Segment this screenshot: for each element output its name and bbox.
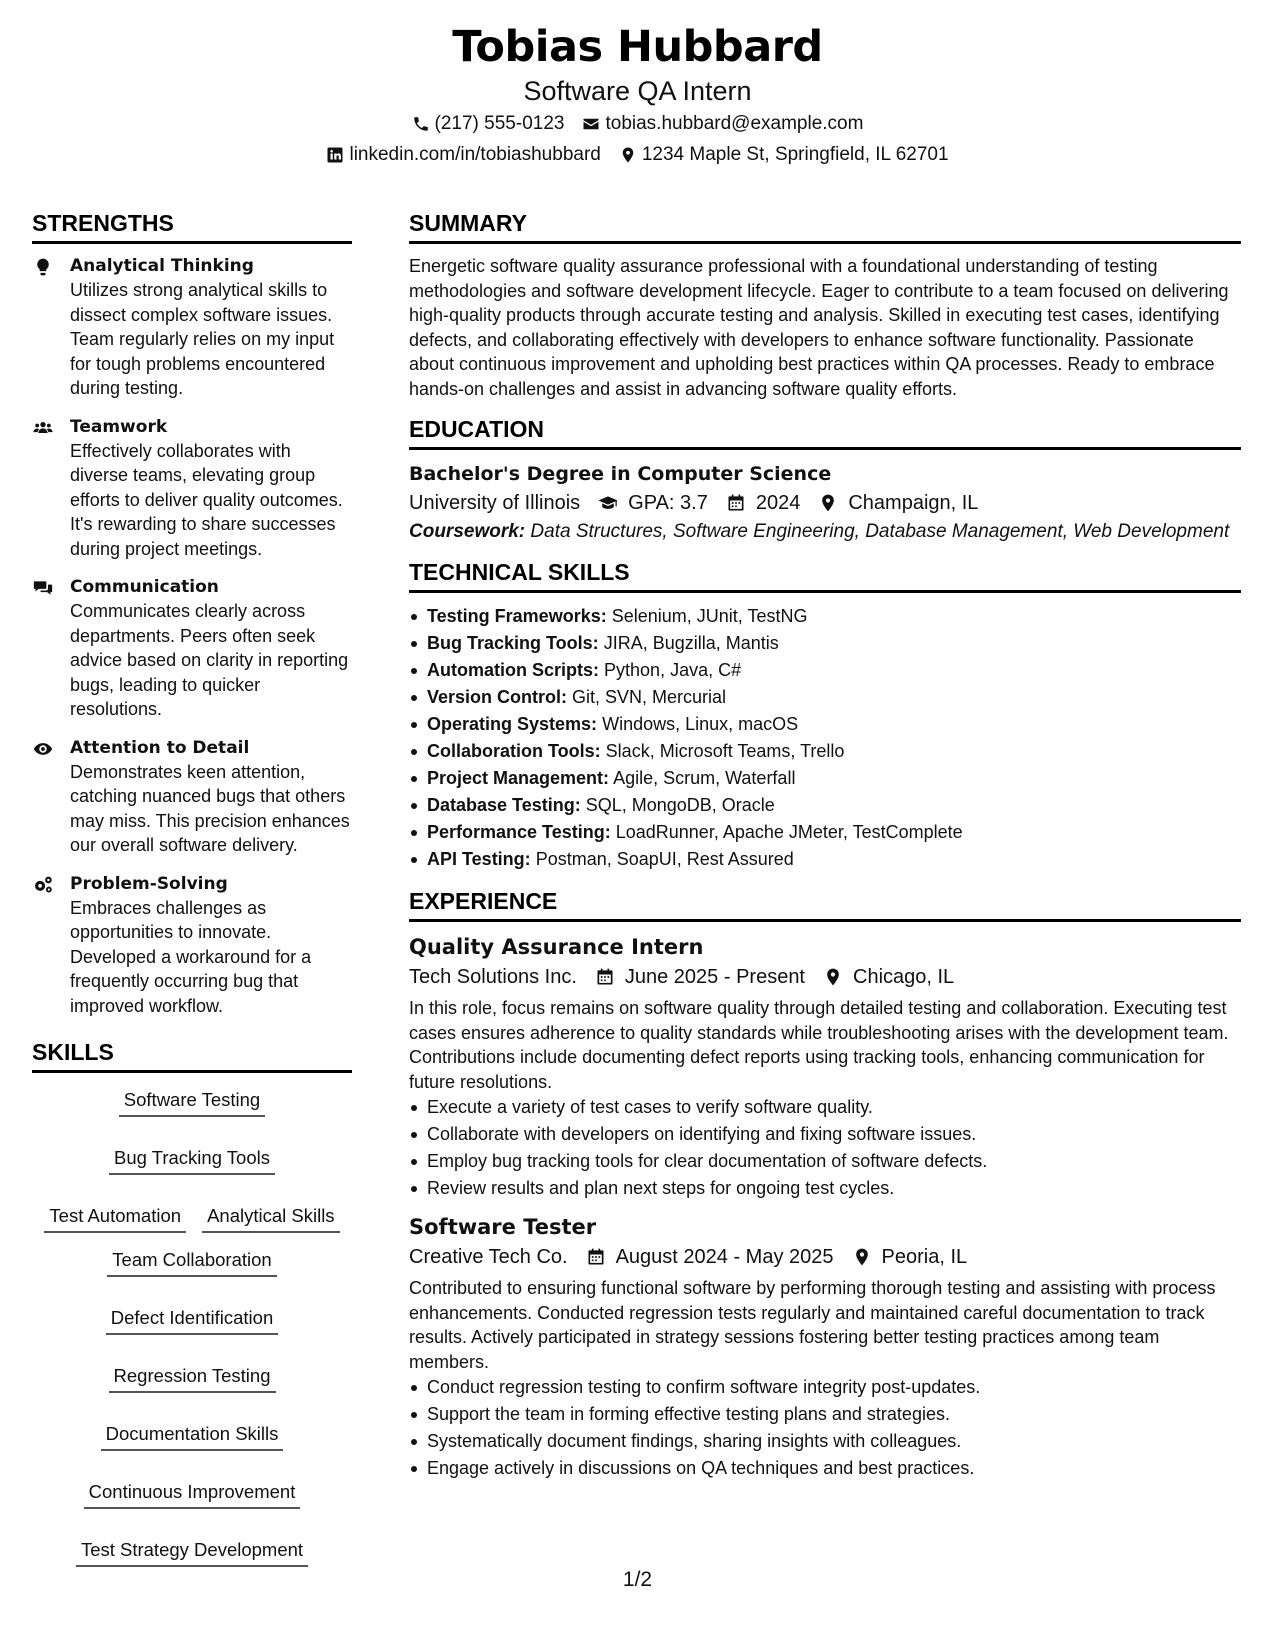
job-location: Chicago, IL [853,966,955,988]
phone-contact [412,108,565,139]
graduation-year: 2024 [755,492,801,514]
phone-icon [412,115,430,133]
strength-title: Problem-Solving [70,873,228,894]
resume-header [0,20,1275,170]
strengths-heading: STRENGTHS [32,209,352,244]
tech-skill-value: Windows, Linux, macOS [602,714,799,734]
job-dates: August 2024 - May 2025 [615,1246,834,1268]
skill-tag: Defect Identification [106,1305,278,1335]
list-item: Support the team in forming effective testing plans and strategies. [409,1401,1241,1428]
comments-icon [32,575,70,722]
tech-skill-label: Testing Frameworks: [427,606,607,626]
graduation-cap-icon [598,493,618,513]
education-heading: EDUCATION [409,415,1241,450]
tech-skill-label: Automation Scripts: [427,660,600,680]
strength-title: Communication [70,577,219,597]
skill-tag: Test Strategy Development [76,1537,308,1567]
phone-text: (217) 555-0123 [434,113,565,134]
list-item: Employ bug tracking tools for clear documentation of software defects. [409,1148,1241,1175]
tech-skill-label: Bug Tracking Tools: [427,633,599,653]
list-item [409,630,1241,657]
list-item [409,657,1241,684]
tech-skill-value: SQL, MongoDB, Oracle [585,795,775,815]
list-item: Conduct regression testing to confirm software integrity post-updates. [409,1374,1241,1401]
skill-tag: Regression Testing [109,1363,276,1393]
coursework-list: Data Structures, Software Engineering, Database Management, Web Development [530,521,1230,542]
gpa-text: GPA: 3.7 [628,492,708,514]
skill-tag: Continuous Improvement [84,1479,301,1509]
contact-line-2 [0,139,1275,170]
strength-item [32,254,352,401]
contact-line-1 [0,108,1275,139]
job-description: In this role, focus remains on software quality through detailed testing and collaboration. Executing test cases ensures adherence to quality standards while troubleshooting arises with the development team. Contributions include documenting defect reports using tracking tools, enhancing communication for future resolutions. [409,998,1229,1092]
skill-tag: Test Automation [44,1203,186,1233]
address-contact [619,139,949,170]
candidate-role: Software QA Intern [523,76,752,106]
strength-text: Embraces challenges as opportunities to innovate. Developed a workaround for a frequently occurring bug that improved workflow. [70,897,312,1016]
left-column [32,209,352,1567]
skill-tag: Team Collaboration [107,1247,276,1277]
tech-skill-label: Operating Systems: [427,714,598,734]
calendar-icon [595,967,615,987]
school-location: Champaign, IL [848,492,979,514]
map-pin-icon [823,967,843,987]
skill-tag: Analytical Skills [202,1203,340,1233]
job-entry [409,1212,1241,1482]
strength-item [32,575,352,722]
job-bullets [409,1094,1241,1202]
strength-title: Attention to Detail [70,737,250,758]
email-contact[interactable] [582,108,863,139]
candidate-name: Tobias Hubbard [452,22,823,72]
users-icon [32,415,70,562]
tech-skill-value: JIRA, Bugzilla, Mantis [603,633,779,653]
list-item: Collaborate with developers on identifying and fixing software issues. [409,1121,1241,1148]
gears-icon [32,872,70,1019]
tech-skill-value: Git, SVN, Mercurial [572,687,727,707]
education-meta [409,488,1241,518]
tech-skill-value: Agile, Scrum, Waterfall [613,768,796,788]
list-item [409,684,1241,711]
calendar-icon [586,1247,606,1267]
skill-tag: Software Testing [119,1087,265,1117]
tech-skill-label: Database Testing: [427,795,581,815]
envelope-icon [582,115,600,133]
summary-heading: SUMMARY [409,209,1241,244]
experience-heading: EXPERIENCE [409,887,1241,922]
skills-heading: SKILLS [32,1038,352,1073]
degree-title: Bachelor's Degree in Computer Science [409,463,832,485]
list-item: Systematically document findings, sharing insights with colleagues. [409,1428,1241,1455]
lightbulb-icon [32,254,70,401]
skill-tag: Documentation Skills [101,1421,284,1451]
skill-tag: Bug Tracking Tools [109,1145,275,1175]
strength-item [32,872,352,1019]
tech-skill-label: Collaboration Tools: [427,741,601,761]
company-name: Creative Tech Co. [409,1246,568,1268]
tech-skill-value: LoadRunner, Apache JMeter, TestComplete [615,822,963,842]
address-text: 1234 Maple St, Springfield, IL 62701 [641,144,949,165]
skills-tag-list [32,1083,352,1567]
tech-skill-value: Slack, Microsoft Teams, Trello [605,741,845,761]
tech-skill-label: API Testing: [427,849,531,869]
list-item: Engage actively in discussions on QA techniques and best practices. [409,1455,1241,1482]
tech-skill-value: Python, Java, C# [604,660,742,680]
job-location: Peoria, IL [881,1246,968,1268]
tech-skill-value: Postman, SoapUI, Rest Assured [535,849,794,869]
list-item: Execute a variety of test cases to verify software quality. [409,1094,1241,1121]
tech-skill-label: Version Control: [427,687,568,707]
calendar-icon [726,493,746,513]
strength-text: Communicates clearly across departments. Peers often seek advice based on clarity in reporting bugs, leading to quicker resolutions. [70,601,349,719]
strength-title: Analytical Thinking [70,256,254,276]
summary-text: Energetic software quality assurance professional with a foundational understanding of testing methodologies and software development lifecycle. Eager to contribute to a team focused on delivering high-quality products through accurate testing and analysis. Skilled in executing test cases, identifying defects, and collaborating effectively with developers to enhance software functionality. Passionate about continuous improvement and upholding best practices within QA processes. Ready to embrace hands-on challenges and assist in advancing software quality efforts. [409,256,1229,399]
coursework-label: Coursework: [409,521,526,542]
list-item [409,738,1241,765]
job-description: Contributed to ensuring functional software by performing thorough testing and assisting with process enhancements. Conducted regression tests regularly and maintained careful documentation to track results. Actively participated in strategy sessions fostering better testing practices among team members. [409,1278,1216,1372]
strength-text: Demonstrates keen attention, catching nuanced bugs that others may miss. This precision enhances our overall software delivery. [70,761,350,855]
email-text[interactable]: tobias.hubbard@example.com [605,113,864,134]
map-pin-icon [818,493,838,513]
list-item [409,765,1241,792]
job-entry [409,932,1241,1202]
list-item [409,711,1241,738]
job-bullets [409,1374,1241,1482]
linkedin-icon [326,146,344,164]
strength-title: Teamwork [70,416,168,437]
school-name: University of Illinois [409,492,581,514]
strength-item [32,736,352,858]
linkedin-contact[interactable] [326,139,600,170]
job-dates: June 2025 - Present [624,966,805,988]
coursework [409,520,1241,544]
technical-skills-heading: TECHNICAL SKILLS [409,558,1241,593]
strength-text: Utilizes strong analytical skills to dissect complex software issues. Team regularly relies on my input for tough problems encountered during testing. [70,280,335,398]
tech-skill-label: Project Management: [427,768,610,788]
list-item [409,792,1241,819]
job-meta [409,962,1241,992]
right-column [409,209,1241,1492]
job-title: Quality Assurance Intern [409,935,704,959]
job-meta [409,1242,1241,1272]
list-item: Review results and plan next steps for ongoing test cycles. [409,1175,1241,1202]
list-item [409,819,1241,846]
strength-item [32,415,352,562]
list-item [409,603,1241,630]
list-item [409,846,1241,873]
strength-text: Effectively collaborates with diverse teams, elevating group efforts to deliver quality outcomes. It's rewarding to share successes during project meetings. [70,440,343,559]
page-number: 1/2 [622,1568,653,1591]
eye-icon [32,736,70,858]
tech-skill-label: Performance Testing: [427,822,611,842]
map-pin-icon [852,1247,872,1267]
job-title: Software Tester [409,1215,597,1239]
company-name: Tech Solutions Inc. [409,966,577,988]
tech-skill-value: Selenium, JUnit, TestNG [611,606,808,626]
technical-skills-list [409,603,1241,873]
map-pin-icon [619,146,637,164]
linkedin-text[interactable]: linkedin.com/in/tobiashubbard [349,144,601,165]
